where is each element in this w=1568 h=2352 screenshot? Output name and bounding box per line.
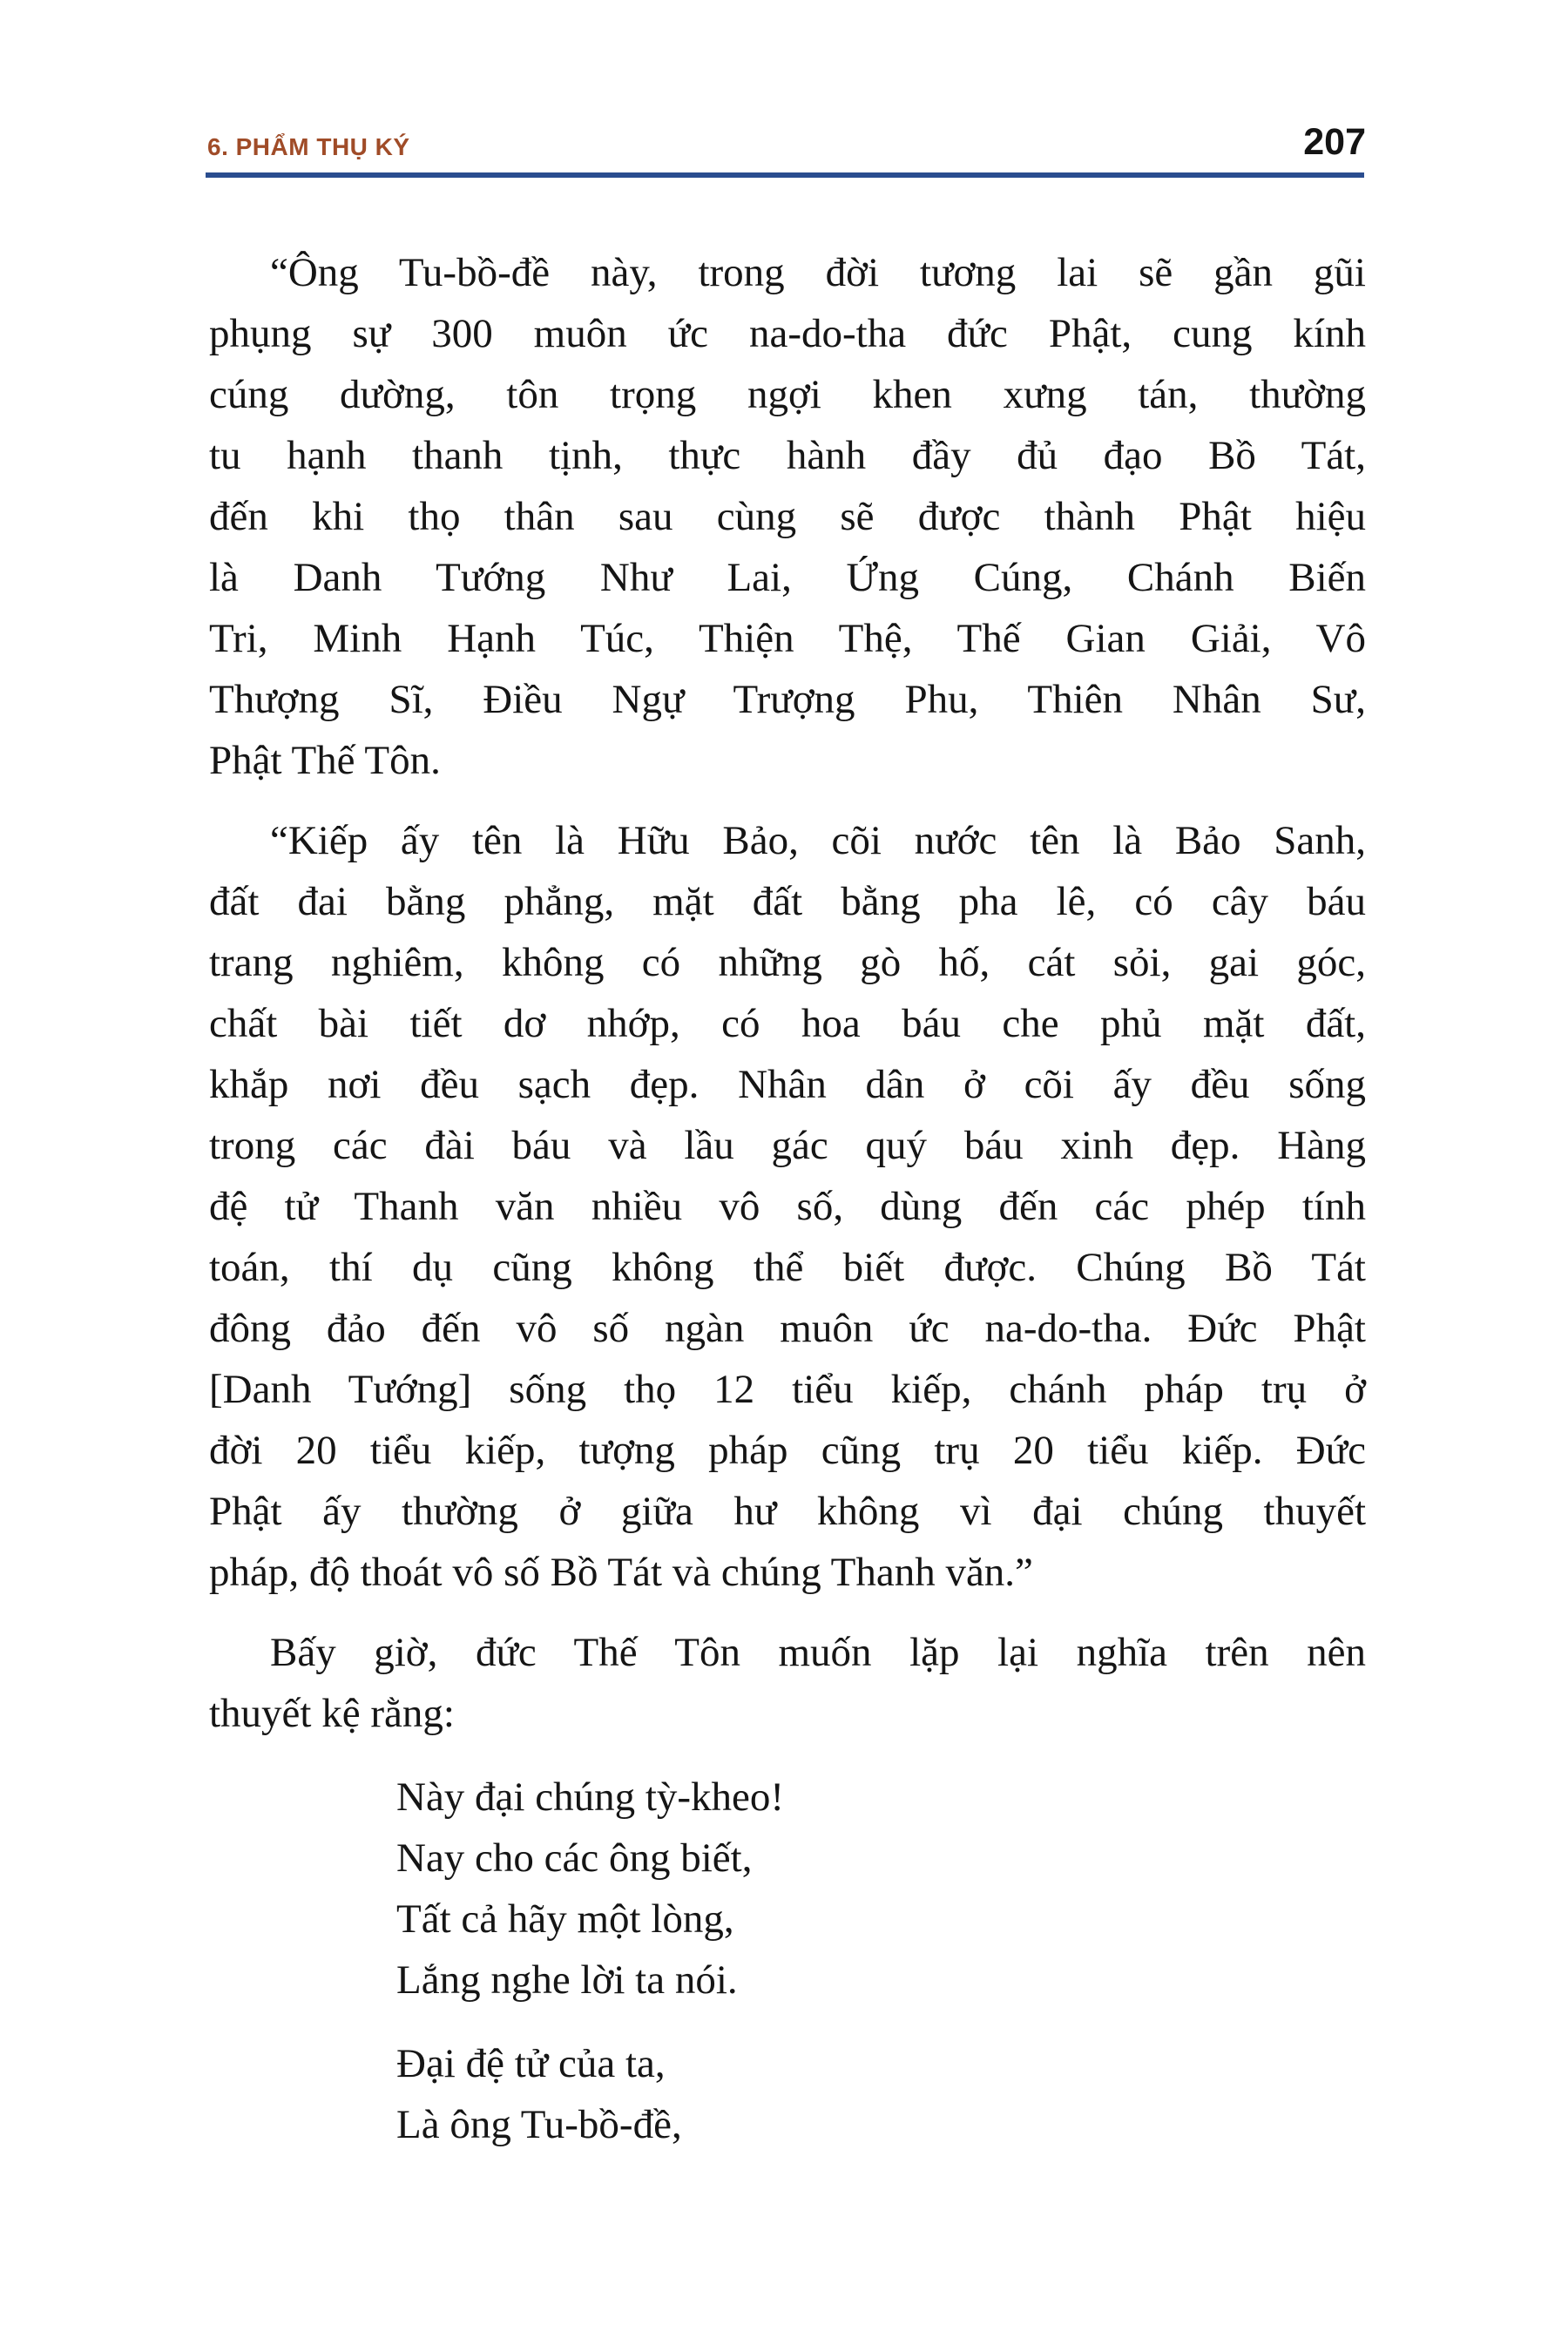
body-line: “Kiếp ấy tên là Hữu Bảo, cõi nước tên là Bảo Sanh, <box>270 818 1366 863</box>
body-line: Phật Thế Tôn. <box>209 738 441 783</box>
body-line: trong các đài báu và lầu gác quý báu xinh đẹp. Hàng <box>209 1123 1366 1168</box>
verse-line: Này đại chúng tỳ-kheo! <box>396 1774 785 1820</box>
header-rule <box>206 172 1364 178</box>
verse-line: Là ông Tu-bồ-đề, <box>396 2102 682 2147</box>
page-number: 207 <box>1303 121 1366 163</box>
body-line: Tri, Minh Hạnh Túc, Thiện Thệ, Thế Gian Giải, Vô <box>209 616 1366 661</box>
body-line: phụng sự 300 muôn ức na-do-tha đức Phật, cung kính <box>209 311 1366 356</box>
body-line: pháp, độ thoát vô số Bồ Tát và chúng Thanh văn.” <box>209 1550 1033 1595</box>
verse-line: Tất cả hãy một lòng, <box>396 1896 734 1942</box>
body-line: đệ tử Thanh văn nhiều vô số, dùng đến các phép tính <box>209 1184 1366 1229</box>
body-line: [Danh Tướng] sống thọ 12 tiểu kiếp, chánh pháp trụ ở <box>209 1367 1366 1412</box>
body-line: cúng dường, tôn trọng ngợi khen xưng tán, thường <box>209 372 1366 417</box>
body-line: là Danh Tướng Như Lai, Ứng Cúng, Chánh Biến <box>209 555 1366 600</box>
body-text <box>209 242 1366 2155</box>
body-line: tu hạnh thanh tịnh, thực hành đầy đủ đạo Bồ Tát, <box>209 433 1366 478</box>
body-line: Phật ấy thường ở giữa hư không vì đại chúng thuyết <box>209 1489 1366 1534</box>
verse-stanza <box>209 2033 1366 2155</box>
verse-line: Đại đệ tử của ta, <box>396 2041 666 2086</box>
paragraph <box>209 242 1366 791</box>
body-line: khắp nơi đều sạch đẹp. Nhân dân ở cõi ấy đều sống <box>209 1062 1366 1107</box>
body-line: trang nghiêm, không có những gò hố, cát sỏi, gai góc, <box>209 940 1366 985</box>
body-line: đông đảo đến vô số ngàn muôn ức na-do-tha. Đức Phật <box>209 1306 1366 1351</box>
body-line: toán, thí dụ cũng không thể biết được. Chúng Bồ Tát <box>209 1245 1366 1290</box>
body-line: đời 20 tiểu kiếp, tượng pháp cũng trụ 20 tiểu kiếp. Đức <box>209 1428 1366 1473</box>
paragraph <box>209 1622 1366 1744</box>
body-line: “Ông Tu-bồ-đề này, trong đời tương lai sẽ gần gũi <box>270 250 1366 295</box>
body-line: chất bài tiết dơ nhớp, có hoa báu che phủ mặt đất, <box>209 1001 1366 1046</box>
chapter-title: 6. PHẨM THỤ KÝ <box>207 133 410 160</box>
body-line: thuyết kệ rằng: <box>209 1691 455 1736</box>
body-line: đất đai bằng phẳng, mặt đất bằng pha lê, có cây báu <box>209 879 1366 924</box>
paragraph <box>209 810 1366 1603</box>
body-line: đến khi thọ thân sau cùng sẽ được thành Phật hiệu <box>209 494 1366 539</box>
verse-line: Nay cho các ông biết, <box>396 1835 753 1881</box>
verse-line: Lắng nghe lời ta nói. <box>396 1957 738 2003</box>
verse-stanza <box>209 1767 1366 2011</box>
body-line: Bấy giờ, đức Thế Tôn muốn lặp lại nghĩa trên nên <box>270 1630 1366 1675</box>
body-line: Thượng Sĩ, Điều Ngự Trượng Phu, Thiên Nhân Sư, <box>209 677 1366 722</box>
